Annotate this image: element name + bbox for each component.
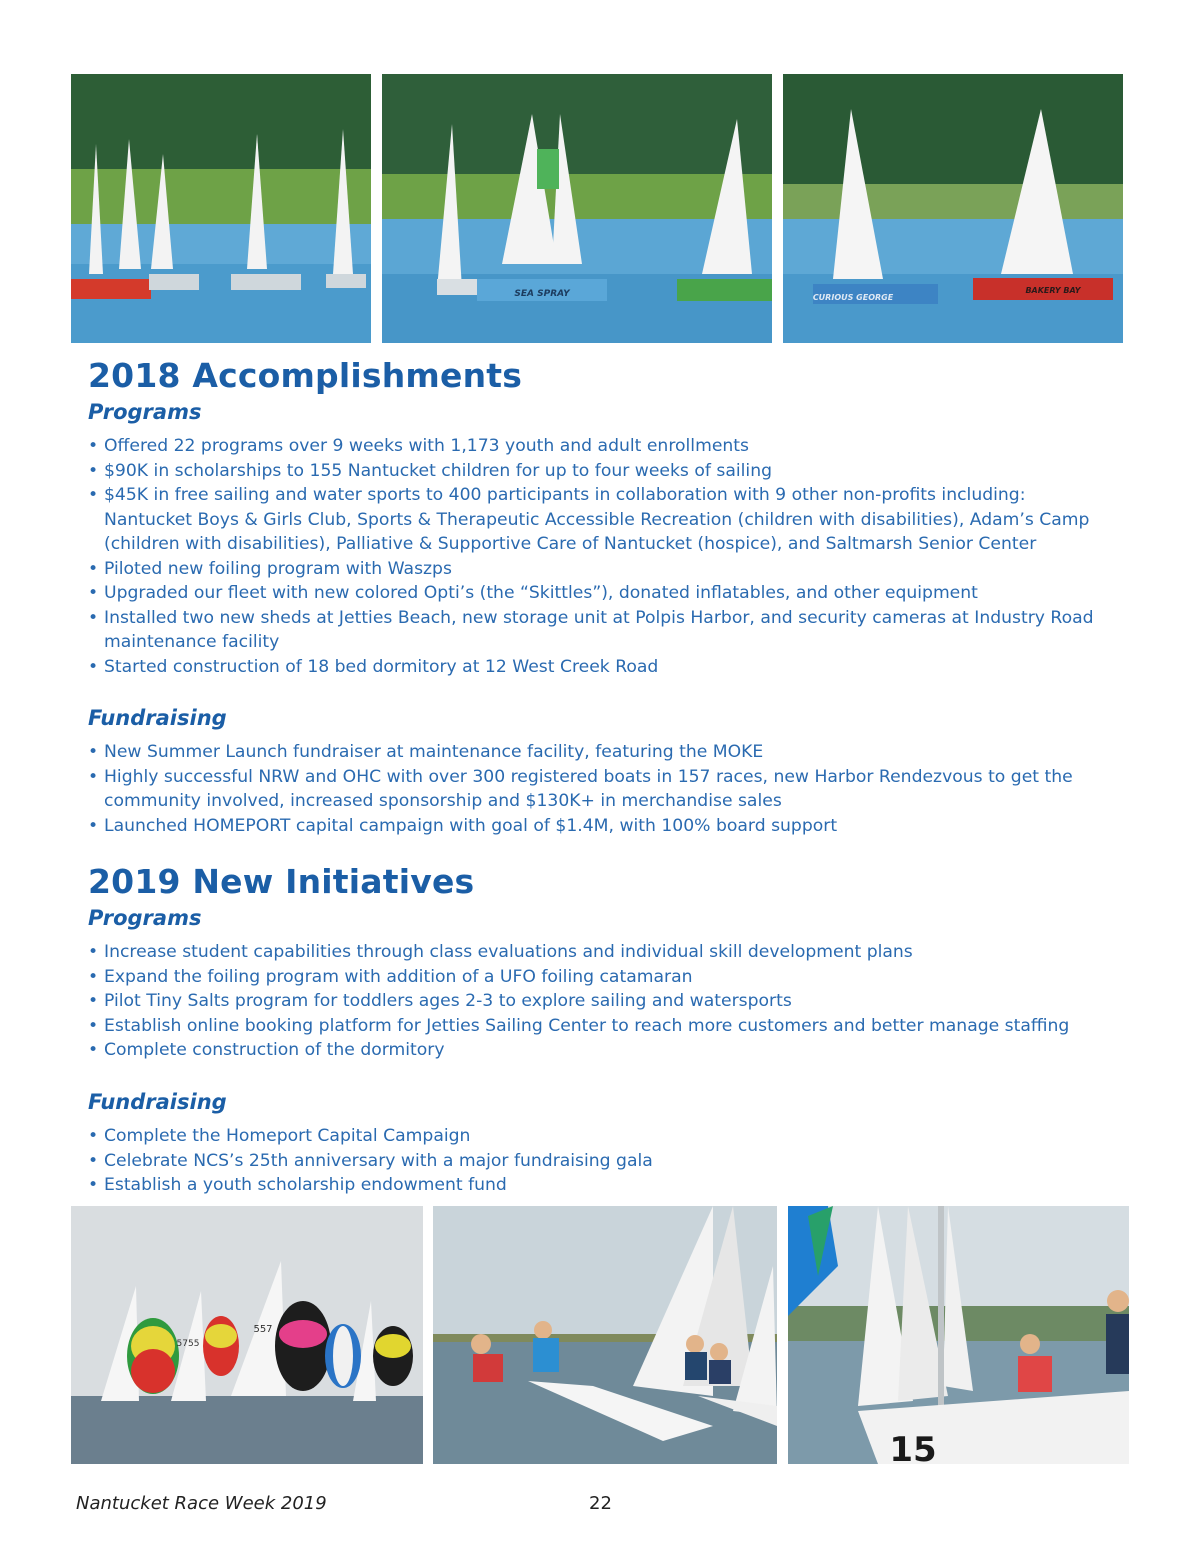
list-item: • Celebrate NCS’s 25th anniversary with a major fundraising gala — [88, 1149, 1088, 1174]
list-item: • Installed two new sheds at Jetties Beach, new storage unit at Polpis Harbor, and security cameras at Industry Road maintenance facility — [88, 606, 1108, 655]
list-2018-fundraising — [88, 740, 1138, 838]
list-item: • Increase student capabilities through class evaluations and individual skill development plans — [88, 940, 1128, 965]
subheading-2018-fundraising: Fundraising — [88, 706, 227, 730]
subheading-2019-programs: Programs — [88, 906, 202, 930]
list-2019-fundraising — [88, 1124, 1088, 1198]
photo-top-1 — [71, 74, 371, 343]
list-2018-programs — [88, 434, 1108, 679]
list-item: • Expand the foiling program with addition of a UFO foiling catamaran — [88, 965, 1128, 990]
subheading-2019-fundraising: Fundraising — [88, 1090, 227, 1114]
list-item: • Launched HOMEPORT capital campaign with goal of $1.4M, with 100% board support — [88, 814, 1138, 839]
list-item: • $90K in scholarships to 155 Nantucket children for up to four weeks of sailing — [88, 459, 1108, 484]
list-item: • Upgraded our fleet with new colored Opti’s (the “Skittles”), donated inflatables, and other equipment — [88, 581, 1108, 606]
sail-number-5755: 5755 — [176, 1339, 200, 1349]
section-title-2019: 2019 New Initiatives — [88, 862, 475, 901]
list-item: • Establish online booking platform for Jetties Sailing Center to reach more customers and better manage staffing — [88, 1014, 1128, 1039]
page-number: 22 — [589, 1493, 612, 1514]
boat-name-sea-spray: SEA SPRAY — [514, 289, 570, 299]
footer-publication: Nantucket Race Week 2019 — [76, 1493, 327, 1514]
section-title-2018: 2018 Accomplishments — [88, 356, 523, 395]
list-item: • Complete the Homeport Capital Campaign — [88, 1124, 1088, 1149]
list-item: • Highly successful NRW and OHC with over 300 registered boats in 157 races, new Harbor Rendezvous to get the community involved, increased sponsorship and $130K+ in merchandise sales — [88, 765, 1138, 814]
list-2019-programs — [88, 940, 1128, 1063]
boat-name-bakery-bay: BAKERY BAY — [1025, 286, 1081, 295]
list-item: • Complete construction of the dormitory — [88, 1038, 1128, 1063]
list-item: • Offered 22 programs over 9 weeks with 1,173 youth and adult enrollments — [88, 434, 1108, 459]
photo-bottom-2 — [433, 1206, 777, 1464]
list-item: • Establish a youth scholarship endowment fund — [88, 1173, 1088, 1198]
subheading-2018-programs: Programs — [88, 400, 202, 424]
sail-number-557: 557 — [253, 1324, 273, 1335]
boat-name-curious-george: CURIOUS GEORGE — [812, 293, 894, 302]
list-item: • New Summer Launch fundraiser at maintenance facility, featuring the MOKE — [88, 740, 1138, 765]
photo-top-3 — [783, 74, 1123, 343]
list-item: • Piloted new foiling program with Waszps — [88, 557, 1108, 582]
hull-number-15: 15 — [889, 1430, 937, 1464]
list-item: • Pilot Tiny Salts program for toddlers ages 2-3 to explore sailing and watersports — [88, 989, 1128, 1014]
photo-top-2 — [382, 74, 772, 343]
list-item: • $45K in free sailing and water sports to 400 participants in collaboration with 9 other non-profits including: Nantucket Boys & Girls Club, Sports & Therapeutic Accessible Recreation (children with disabilities), Adam’s Camp (children with disabilities), Palliative & Supportive Care of Nantucket (hospice), and Saltmarsh Senior Center — [88, 483, 1108, 557]
list-item: • Started construction of 18 bed dormitory at 12 West Creek Road — [88, 655, 1108, 680]
photo-bottom-3 — [788, 1206, 1129, 1464]
photo-bottom-1 — [71, 1206, 423, 1464]
